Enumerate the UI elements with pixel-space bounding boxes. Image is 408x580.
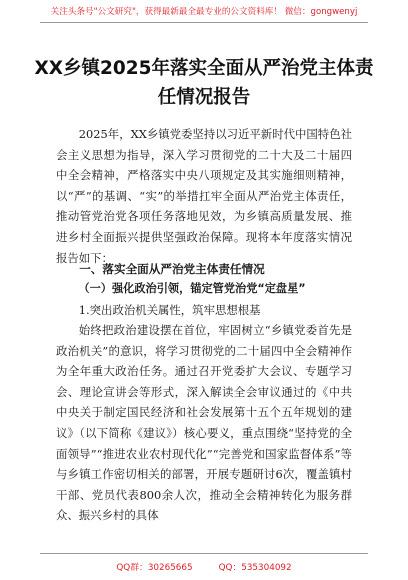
item-heading: 1.突出政治机关属性，筑牢思想根基 — [78, 303, 261, 317]
footer-qq: QQ：535304092 — [218, 562, 292, 573]
header-note: 关注头条号"公文研究"，获得最新最全最专业的公文资料库！ 微信：gongwenyj — [50, 7, 358, 17]
subsection-heading: （一）强化政治引领，锚定管党治党“定盘星” — [78, 282, 306, 295]
section-heading: 一、落实全面从严治党主体责任情况 — [79, 262, 265, 276]
header-divider — [40, 22, 368, 23]
footer-divider — [40, 553, 368, 554]
item-paragraph: 始终把政治建设摆在首位，牢固树立“乡镇党委首先是政治机关”的意识，将学习贯彻党的二十届四中全会精神作为全年重大政治任务。通过召开党委扩大会议、专题学习会、理论宣讲会等形式，深入解读全会审议通过的《中共中央关于制定国民经济和社会发展第十五个五年规划的建议》（以下简称《建议》）核心要义，重点围绕“坚持党的全面领导”“推进农业农村现代化”“完善党和国家监督体系”等与乡镇工作密切相关的部署，开展专题研讨6次，覆盖镇村干部、党员代表800余人次，推动全会精神转化为服务群众、振兴乡村的具体 — [56, 323, 352, 523]
footer-qq-group: QQ群：30265665 — [116, 562, 193, 573]
document-title: XX乡镇2025年落实全面从严治党主体责任情况报告 — [34, 58, 374, 108]
intro-paragraph: 2025年，XX乡镇党委坚持以习近平新时代中国特色社会主义思想为指导，深入学习贯彻党的二十大及二十届四中全会精神，严格落实中央八项规定及其实施细则精神，以“严”的基调、“实”的举措扛牢全面从严治党主体责任，推动管党治党各项任务落地见效，为乡镇高质量发展、推进乡村全面振兴提供坚强政治保障。现将本年度落实情况报告如下： — [56, 127, 352, 265]
footer — [0, 556, 408, 576]
